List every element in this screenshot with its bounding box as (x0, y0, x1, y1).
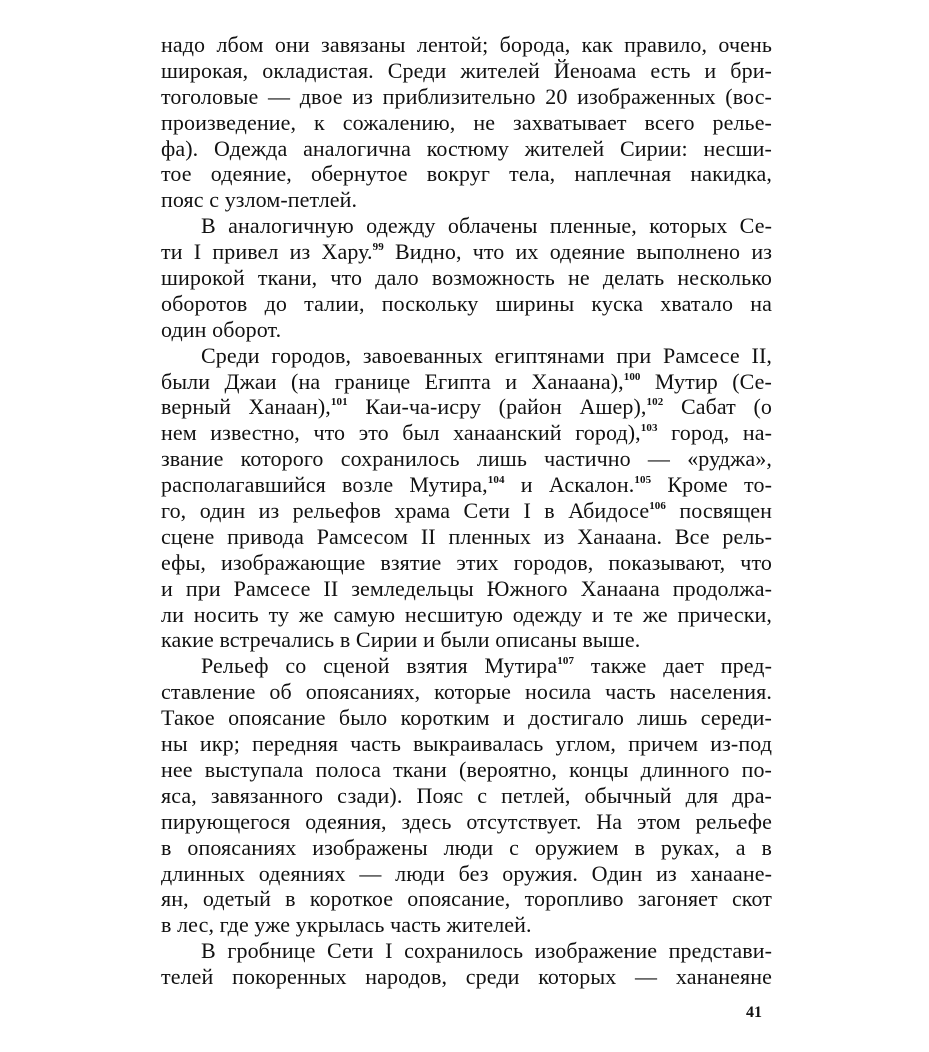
text-line: фа). Одежда аналогична костюму жителей Сирии: несши- (161, 135, 772, 161)
text-line: нем известно, что это был ханаанский город),$^{103}$ город, на- (161, 420, 772, 446)
text-line: Такое опоясание было коротким и достигало лишь середи- (161, 705, 772, 731)
text-line: ефы, изображающие взятие этих городов, показывают, что (161, 549, 772, 575)
text-line: ли носить ту же самую несшитую одежду и те же прически, (161, 601, 772, 627)
text-line: ны икр; передняя часть выкраивалась углом, причем из-под (161, 731, 772, 757)
paragraph (161, 653, 772, 938)
page-body (161, 32, 772, 990)
text-line: длинных одеяниях — люди без оружия. Один из ханаане- (161, 860, 772, 886)
footnote-ref: 100 (623, 370, 641, 383)
footnote-ref: 101 (330, 396, 348, 409)
text-line: нее выступала полоса ткани (вероятно, концы длинного по- (161, 756, 772, 782)
text-line: в опоясаниях изображены люди с оружием в руках, а в (161, 834, 772, 860)
text-line: один оборот. (161, 316, 282, 342)
text-line: В аналогичную одежду облачены пленные, которых Се- (201, 213, 772, 239)
text-line: оборотов до талии, поскольку ширины куска хватало на (161, 290, 772, 316)
text-line: пирующегося одеяния, здесь отсутствует. На этом рельефе (161, 808, 772, 834)
text-line: широкой ткани, что дало возможность не делать несколько (161, 265, 772, 291)
text-line: тое одеяние, обернутое вокруг тела, наплечная накидка, (161, 161, 772, 187)
paragraph (161, 32, 772, 213)
text-line: широкая, окладистая. Среди жителей Йеноама есть и бри- (161, 57, 772, 83)
text-line: звание которого сохранилось лишь частично — «руджа», (161, 446, 772, 472)
text-line: телей покоренных народов, среди которых — хананеяне (161, 964, 772, 990)
paragraph (161, 213, 772, 342)
text-line: Среди городов, завоеванных египтянами при Рамсесе II, (201, 342, 772, 368)
footnote-ref: 104 (487, 474, 505, 487)
text-line: тоголовые — двое из приблизительно 20 изображенных (вос- (161, 83, 772, 109)
footnote-ref: 106 (649, 500, 666, 513)
text-line: были Джаи (на границе Египта и Ханаана),$^{100}$ Мутир (Се- (161, 368, 772, 394)
text-line: верный Ханаан),$^{101}$ Каи-ча-исру (район Ашер),$^{102}$ Сабат (о (161, 394, 773, 420)
text-line: в лес, где уже укрылась часть жителей. (161, 912, 532, 938)
text-line: го, один из рельефов храма Сети I в Абидосе$^{106}$ посвящен (161, 498, 772, 524)
text-line: Рельеф со сценой взятия Мутира$^{107}$ также дает пред- (201, 653, 772, 679)
text-line: яса, завязанного сзади). Пояс с петлей, обычный для дра- (161, 782, 772, 808)
footnote-ref: 107 (557, 655, 575, 668)
text-line: ставление об опоясаниях, которые носила часть населения. (161, 679, 772, 705)
text-line: произведение, к сожалению, не захватывает всего релье- (161, 109, 772, 135)
footnote-ref: 99 (372, 241, 384, 254)
text-line: сцене привода Рамсесом II пленных из Ханаана. Все рель- (161, 523, 772, 549)
paragraph (161, 343, 772, 654)
footnote-ref: 103 (640, 422, 658, 435)
page-number: 41 (746, 1004, 762, 1021)
footnote-ref: 105 (634, 474, 652, 487)
text-line: ян, одетый в короткое опоясание, торопливо загоняет скот (161, 886, 772, 912)
text-line: надо лбом они завязаны лентой; борода, как правило, очень (161, 32, 772, 57)
text-line: какие встречались в Сирии и были описаны выше. (161, 627, 641, 653)
text-line: В гробнице Сети I сохранилось изображение представи- (201, 938, 772, 964)
paragraph (161, 938, 772, 990)
text-line: располагавшийся возле Мутира,$^{104}$ и Аскалон.$^{105}$ Кроме то- (161, 472, 773, 498)
text-line: ти I привел из Хару.$^{99}$ Видно, что их одеяние выполнено из (161, 239, 772, 265)
text-line: и при Рамсесе II земледельцы Южного Ханаана продолжа- (161, 575, 772, 601)
text-line: пояс с узлом-петлей. (161, 187, 358, 213)
footnote-ref: 102 (646, 396, 664, 409)
